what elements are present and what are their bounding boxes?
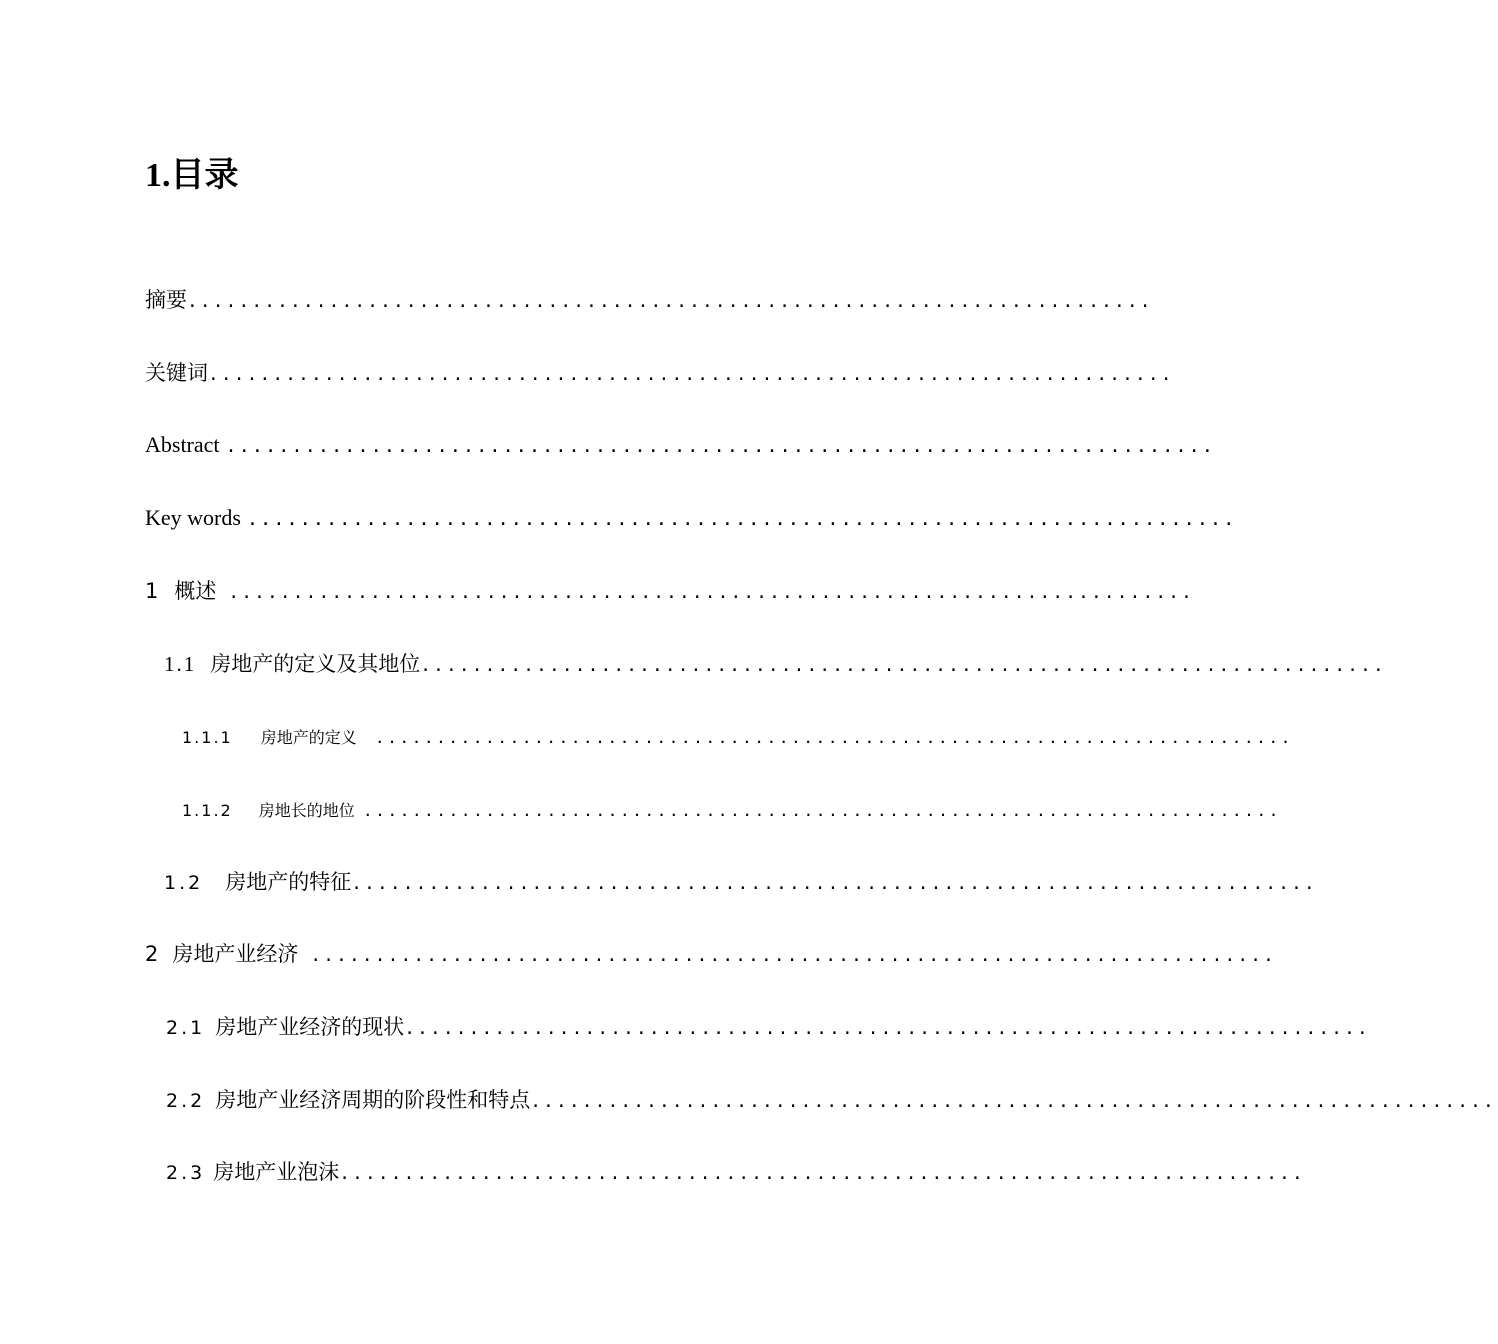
toc-entry-number: 2 <box>145 942 159 966</box>
toc-entry-label: 房地长的地位 <box>258 801 355 820</box>
toc-entry-number: 1.1.2 <box>182 801 233 820</box>
toc-entry-keywords-en[interactable] <box>145 502 1239 534</box>
dot-leader: ........................................................................... <box>353 870 1319 894</box>
toc-entry-label: Key words <box>145 505 241 530</box>
dot-leader: ........................................................................... <box>422 652 1388 676</box>
toc-entry-label: 关键词 <box>145 361 208 385</box>
toc-entry-subsection-1-1-1[interactable] <box>182 721 1295 753</box>
dot-leader: ........................................................................... <box>230 579 1197 603</box>
dot-leader: ........................................................................... <box>406 1015 1372 1039</box>
toc-entry-chapter-1[interactable] <box>145 575 1197 607</box>
dot-leader: ........................................................................... <box>210 361 1176 385</box>
toc-entry-keywords-cn[interactable] <box>145 357 1176 389</box>
toc-entry-number: 2.2 <box>166 1090 206 1112</box>
title-text: 目录 <box>170 154 239 195</box>
title-number: 1. <box>145 156 171 194</box>
toc-entry-label: 房地产业泡沫 <box>213 1160 340 1184</box>
dot-leader: ........................................................................... <box>227 433 1218 458</box>
toc-entry-section-2-3[interactable] <box>166 1156 1307 1188</box>
toc-entry-number: 1.1.1 <box>182 728 233 747</box>
toc-entry-number: 1.1 <box>164 652 197 676</box>
toc-entry-label: 房地产的定义及其地位 <box>210 652 421 676</box>
dot-leader: ........................................................................... <box>364 799 1283 821</box>
toc-entry-label: 概述 <box>174 579 217 603</box>
toc-entry-label: 房地产的定义 <box>260 728 357 747</box>
toc-entry-label: 房地产业经济周期的阶段性和特点 <box>215 1088 531 1112</box>
toc-entry-label: 摘要 <box>145 288 187 312</box>
toc-entry-label: 房地产的特征 <box>225 870 352 894</box>
toc-entry-label: 房地产业经济 <box>172 942 299 966</box>
toc-entry-section-1-1[interactable] <box>164 648 1388 680</box>
toc-entry-chapter-2[interactable] <box>145 938 1279 970</box>
dot-leader: ........................................................................... <box>376 726 1295 748</box>
toc-entry-number: 1 <box>145 579 159 603</box>
toc-entry-number: 2.3 <box>166 1162 206 1184</box>
toc-entry-section-2-1[interactable] <box>166 1011 1372 1043</box>
dot-leader: ........................................................................... <box>248 506 1239 531</box>
toc-entry-label: Abstract <box>145 432 220 457</box>
toc-entry-label: 房地产业经济的现状 <box>215 1015 405 1039</box>
toc-entry-number: 1.2 <box>164 872 204 894</box>
dot-leader: ........................................................................... <box>532 1088 1498 1112</box>
toc-entry-section-1-2[interactable] <box>164 866 1319 898</box>
toc-entry-subsection-1-1-2[interactable] <box>182 794 1283 826</box>
toc-entry-abstract-cn[interactable] <box>145 284 1155 316</box>
toc-entry-number: 2.1 <box>166 1017 206 1039</box>
dot-leader: ........................................................................... <box>341 1160 1307 1184</box>
dot-leader: ........................................................................... <box>312 942 1279 966</box>
dot-leader: ........................................................................... <box>189 288 1155 312</box>
toc-entry-abstract-en[interactable] <box>145 429 1218 461</box>
toc-entry-section-2-2[interactable] <box>166 1084 1498 1116</box>
